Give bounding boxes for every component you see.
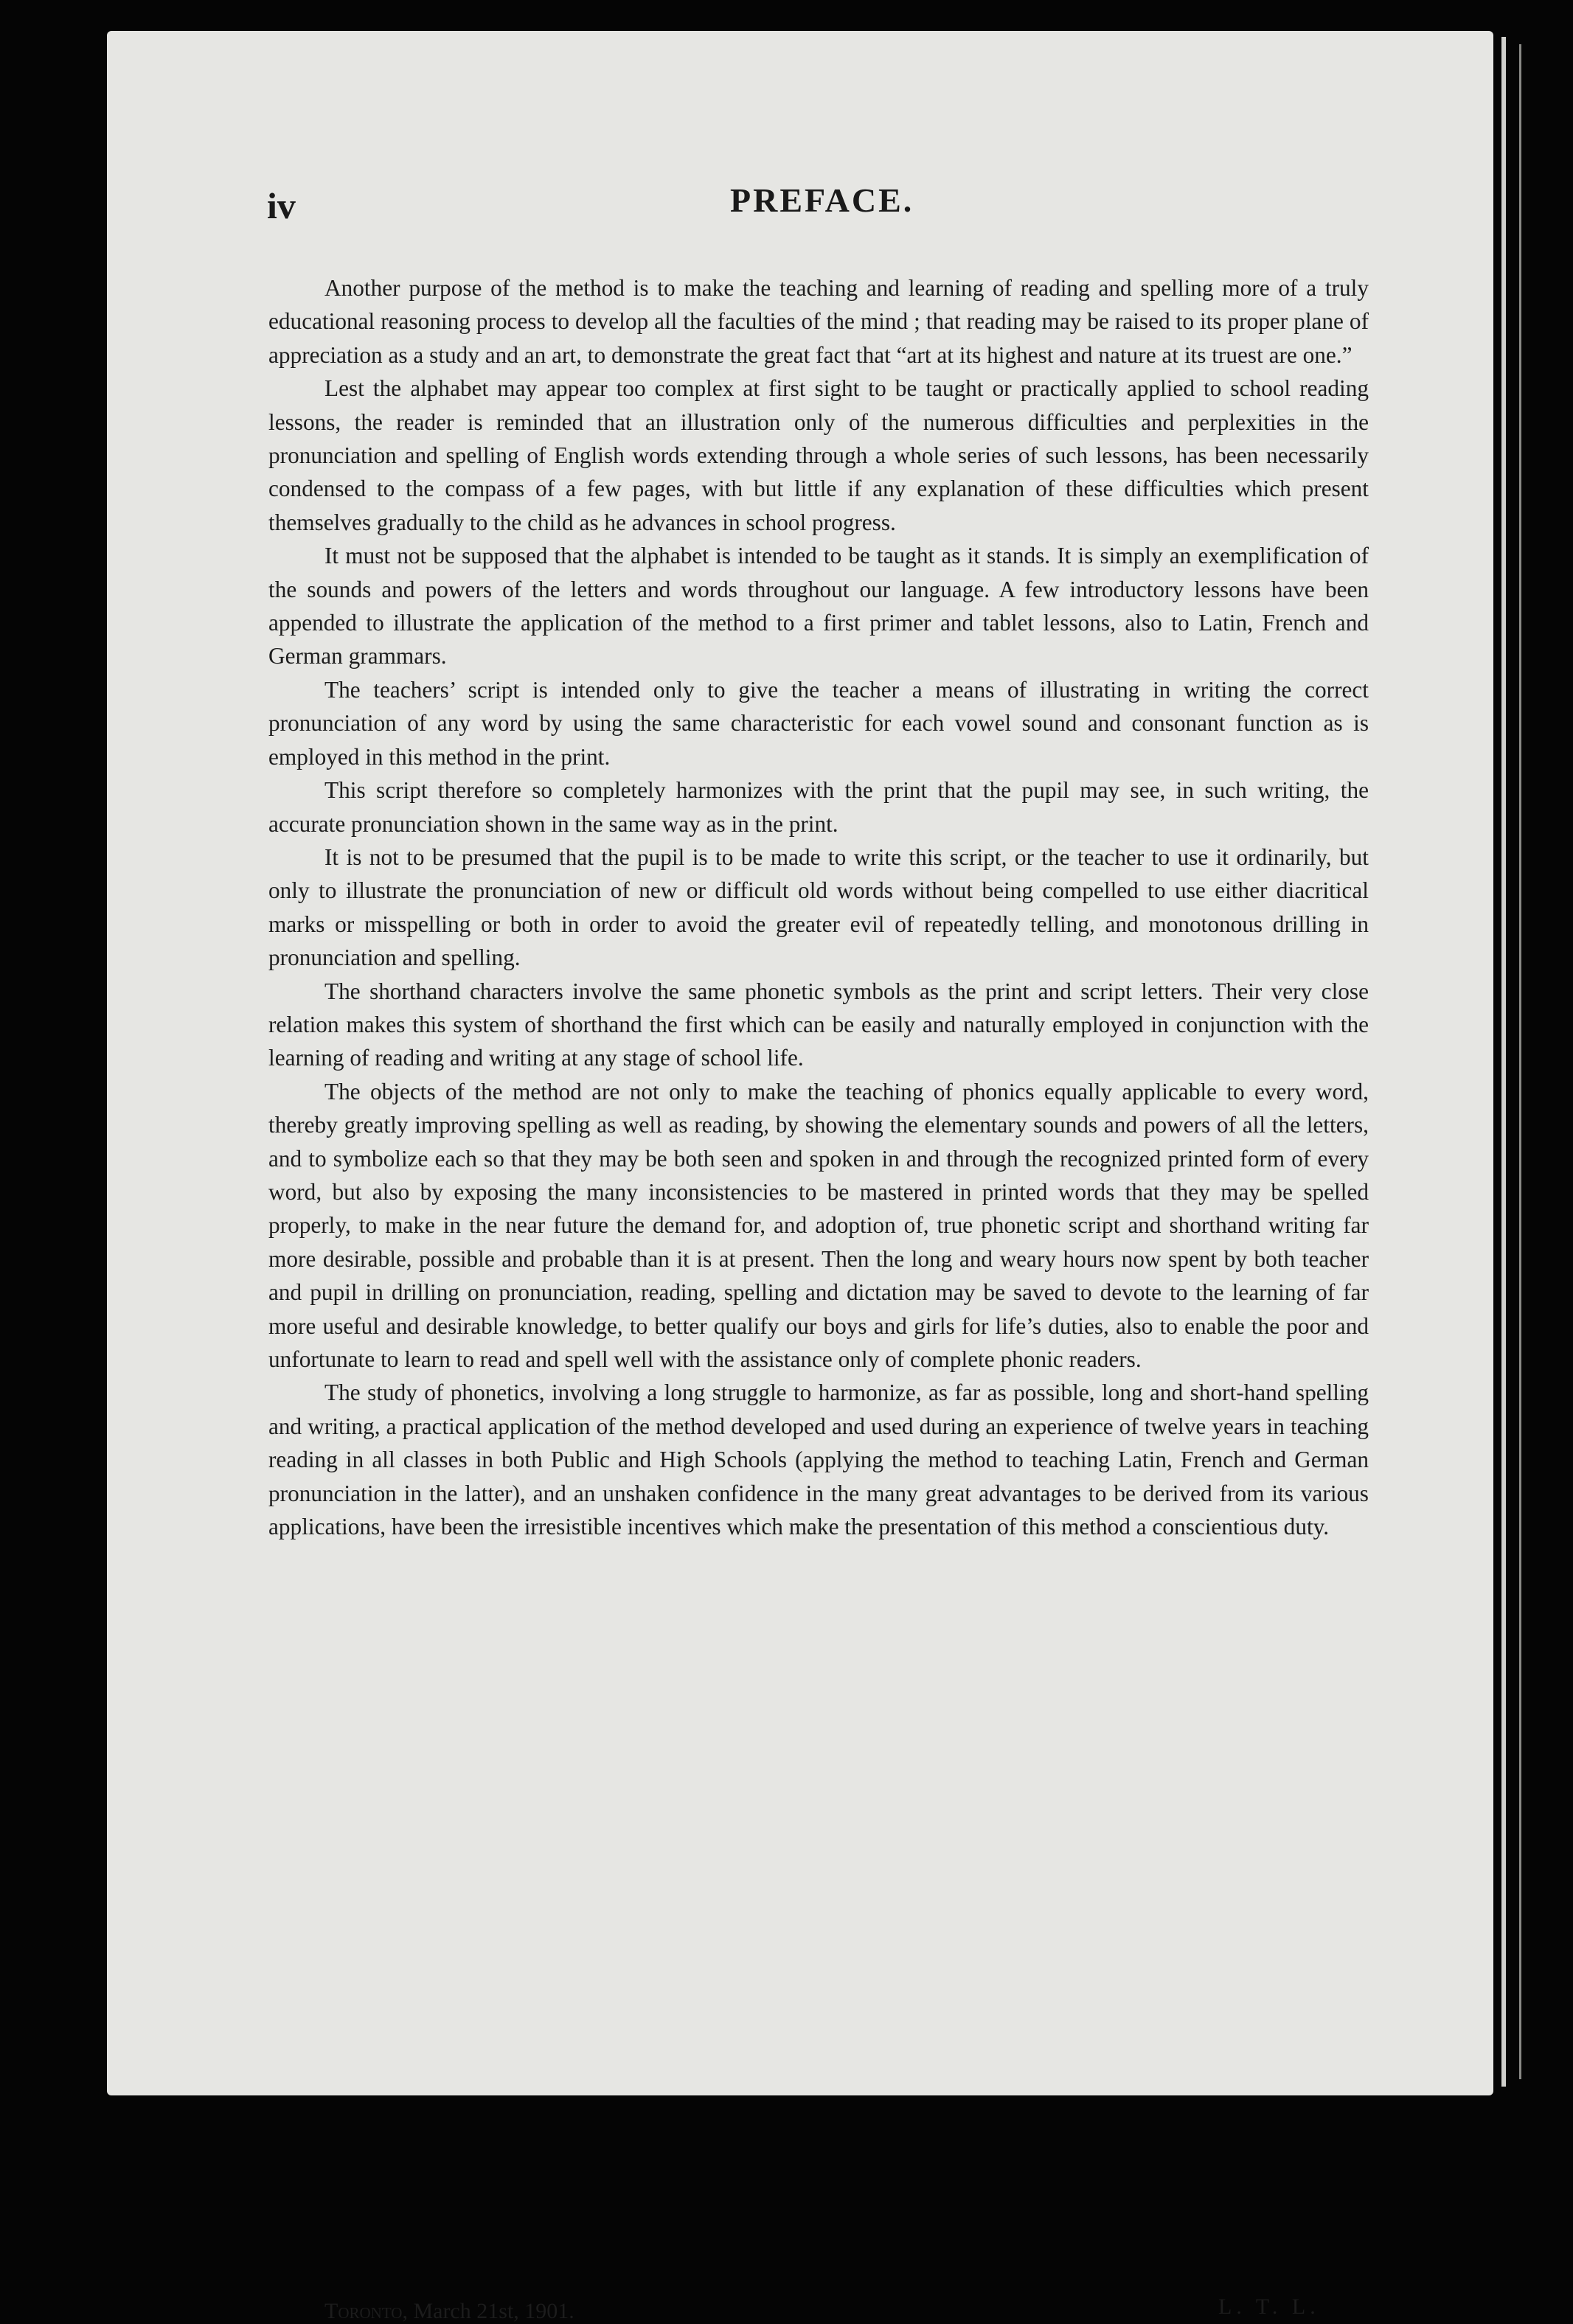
paragraph-7: The shorthand characters involve the same phonetic symbols as the print and script letters. Their very close relation makes this system of shorthand the first which can be easily and naturally employed in conjunction with the learning of reading and writing at any stage of school life.: [268, 978, 1369, 1071]
page-title: PREFACE.: [730, 181, 914, 219]
paragraph-4: The teachers’ script is intended only to give the teacher a means of illustrating in writing the correct pronunciation of any word by using the same characteristic for each vowel sound and consonant function as is employed in this method in the print.: [268, 676, 1369, 770]
paragraph-6: It is not to be presumed that the pupil is to be made to write this script, or the teacher to use it ordinarily, but only to illustrate the pronunciation of new or difficult old words without being compelled to use either diacritical marks or misspelling or both in order to avoid the greater evil of repeatedly telling, and monotonous drilling in pronunciation and spelling.: [268, 843, 1369, 971]
signoff-place: Toronto,: [324, 2299, 408, 2323]
preface-body: [268, 271, 1369, 1543]
paragraph-9: The study of phonetics, involving a long struggle to harmonize, as far as possible, long and short-hand spelling and writing, a practical application of the method developed and used during an experience of twelve years in teaching reading in all classes in both Public and High Schools (applying the method to teaching Latin, French and German pronunciation in the latter), and an unshaken confidence in the many great advantages to be derived from its various applications, have been the irresistible incentives which make the presentation of this method a conscientious duty.: [268, 1380, 1369, 1540]
paragraph-3: It must not be supposed that the alphabet is intended to be taught as it stands. It is simply an exemplification of the sounds and powers of the letters and words throughout our language. A few introductory lessons have been appended to illustrate the application of the method to a first primer and tablet lessons, also to Latin, French and German grammars.: [268, 543, 1369, 669]
page-number: iv: [267, 185, 296, 226]
author-initials: L. T. L.: [1218, 2295, 1320, 2319]
page-edge: [1501, 37, 1506, 2087]
paragraph-8: The objects of the method are not only to make the teaching of phonics equally applicable to every word, thereby greatly improving spelling as well as reading, by showing the elementary sounds and powers of all the letters, and to symbolize each so that they may be both seen and spoken in and through the recognized printed form of every word, but also by exposing the many inconsistencies to be mastered in printed words that they may be spelled properly, to make in the near future the demand for, and adoption of, true phonetic script and shorthand writing far more desirable, possible and probable than it is at present. Then the long and weary hours now spent by both teacher and pupil in drilling on pronunciation, reading, spelling and dictation may be saved to devote to the learning of far more useful and desirable knowledge, to better qualify our boys and girls for life’s duties, also to enable the poor and unfortunate to learn to read and spell well with the assistance only of complete phonic readers.: [268, 1078, 1369, 1372]
signoff-date: March 21st, 1901.: [413, 2299, 574, 2323]
book-spine: [1519, 44, 1521, 2079]
paragraph-1: Another purpose of the method is to make the teaching and learning of reading and spelling more of a truly educational reasoning process to develop all the faculties of the mind ; that reading may be raised to its proper plane of appreciation as a study and an art, to demonstrate the great fact that “art at its highest and nature at its truest are one.”: [268, 275, 1369, 368]
signoff-dateline: [324, 2299, 574, 2324]
paragraph-5: This script therefore so completely harmonizes with the print that the pupil may see, in such writing, the accurate pronunciation shown in the same way as in the print.: [268, 777, 1369, 837]
paragraph-2: Lest the alphabet may appear too complex at first sight to be taught or practically applied to school reading lessons, the reader is reminded that an illustration only of the numerous difficulties and perplexities in the pronunciation and spelling of English words extending through a whole series of such lessons, has been necessarily condensed to the compass of a few pages, with but little if any explanation of these difficulties which present themselves gradually to the child as he advances in school progress.: [268, 375, 1369, 535]
